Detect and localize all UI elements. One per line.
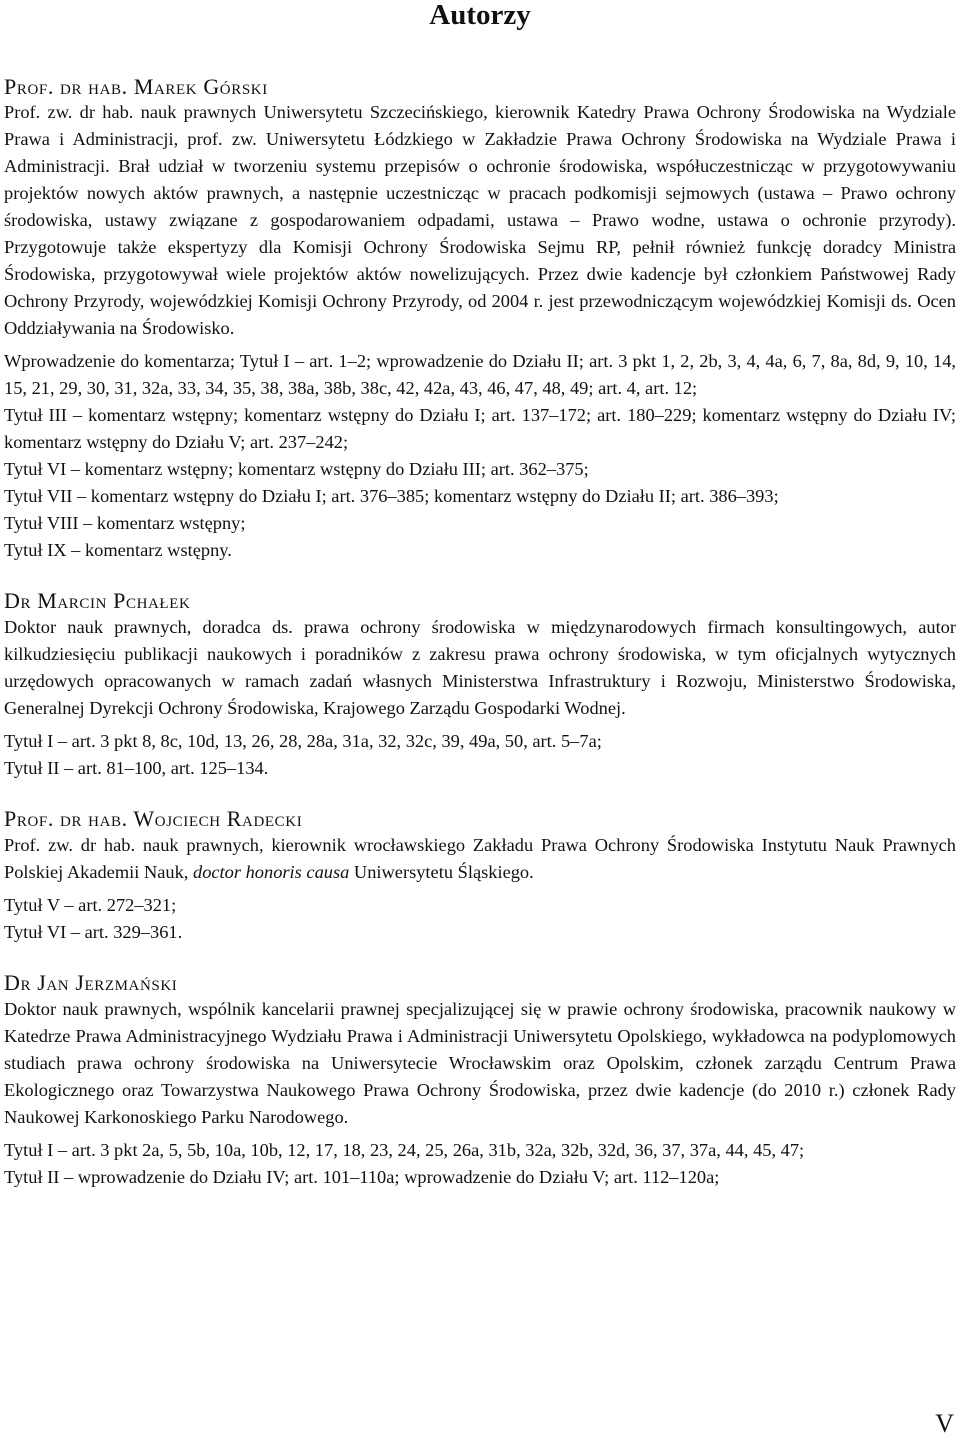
author-contribution: Tytuł I – art. 3 pkt 8, 8c, 10d, 13, 26, 28, 28a, 31a, 32, 32c, 39, 49a, 50, art. 5–7a; [4,731,602,751]
author-bio [4,832,956,886]
author-bio: Prof. zw. dr hab. nauk prawnych Uniwersytetu Szczecińskiego, kierownik Katedry Prawa Ochrony Środowiska na Wydziale Prawa i Administracji, prof. zw. Uniwersytetu Łódzkiego w Zakładzie Prawa Ochrony Środowiska na Wydziale Prawa i Administracji. Brał udział w tworzeniu systemu przepisów o ochronie środowiska, współuczestnicząc w przygotowywaniu projektów nowych aktów prawnych, a następnie uczestnicząc w pracach podkomisji sejmowych (ustawa – Prawo ochrony środowiska, ustawy związane z gospodarowaniem odpadami, ustawa – Prawo wodne, ustawa o ochronie przyrody). Przygotowuje także ekspertyzy dla Komisji Ochrony Środowiska Sejmu RP, pełnił również funkcję doradcy Ministra Środowiska, przygotowywał wiele projektów aktów nowelizujących. Przez dwie kadencje był członkiem Państwowej Rady Ochrony Przyrody, wojewódzkiej Komisji Ochrony Przyrody, od 2004 r. jest przewodniczącym wojewódzkiej Komisji ds. Ocen Oddziaływania na Środowisko. [4,102,956,338]
author-contribution: Tytuł II – art. 81–100, art. 125–134. [4,758,269,778]
author-bio: Doktor nauk prawnych, doradca ds. prawa ochrony środowiska w międzynarodowych firmach konsultingowych, autor kilkudziesięciu publikacji naukowych i poradników z zakresu prawa ochrony środowiska, w tym oficjalnych wytycznych urzędowych opracowanych w ramach zadań własnych Ministerstwa Infrastruktury i Rozwoju, Ministerstwo Środowiska, Generalnej Dyrekcji Ochrony Środowiska, Krajowego Zarządu Gospodarki Wodnej. [4,617,956,718]
author-contribution: Tytuł V – art. 272–321; [4,895,177,915]
author-contribution: Tytuł II – wprowadzenie do Działu IV; art. 101–110a; wprowadzenie do Działu V; art. 112–120a; [4,1167,720,1187]
author-entry-jerzmanski [4,970,956,1191]
author-name: Dr Marcin Pchałek [4,588,191,613]
author-entry-gorski [4,74,956,564]
author-contribution: Tytuł I – art. 3 pkt 2a, 5, 5b, 10a, 10b, 12, 17, 18, 23, 24, 25, 26a, 31b, 32a, 32b, 32d, 36, 37, 37a, 44, 45, 47; [4,1140,805,1160]
page-number: V [935,1409,954,1438]
author-name: Prof. dr hab. Wojciech Radecki [4,806,303,831]
author-contribution: Tytuł VII – komentarz wstępny do Działu I; art. 376–385; komentarz wstępny do Działu II; art. 386–393; [4,486,779,506]
author-bio-text: Uniwersytetu Śląskiego. [349,862,534,882]
author-entry-radecki [4,806,956,946]
author-contribution: Tytuł III – komentarz wstępny; komentarz wstępny do Działu I; art. 137–172; art. 180–229; komentarz wstępny do Działu IV; komentarz wstępny do Działu V; art. 237–242; [4,405,956,452]
author-entry-pchalek [4,588,956,782]
page-title: Autorzy [429,0,531,31]
author-contribution: Tytuł VI – komentarz wstępny; komentarz wstępny do Działu III; art. 362–375; [4,459,589,479]
author-bio: Doktor nauk prawnych, wspólnik kancelarii prawnej specjalizującej się w prawie ochrony środowiska, pracownik naukowy w Katedrze Prawa Administracyjnego Wydziału Prawa i Administracji Uniwersytetu Opolskiego, wykładowca na podyplomowych studiach prawa ochrony środowiska na Uniwersytecie Wrocławskim oraz Opolskim, członek zarządu Centrum Prawa Ekologicznego oraz Towarzystwa Naukowego Prawa Ochrony Środowiska, przez dwie kadencje (do 2010 r.) członek Rady Naukowej Karkonoskiego Parku Narodowego. [4,999,956,1127]
author-bio-italic: doctor honoris causa [193,862,350,882]
document-page [4,0,956,1191]
author-contribution: Wprowadzenie do komentarza; Tytuł I – art. 1–2; wprowadzenie do Działu II; art. 3 pkt 1, 2, 2b, 3, 4, 4a, 6, 7, 8a, 8d, 9, 10, 14, 15, 21, 29, 30, 31, 32a, 33, 34, 35, 38, 38a, 38b, 38c, 42, 42a, 43, 46, 47, 48, 49; art. 4, art. 12; [4,351,956,398]
author-contribution: Tytuł VI – art. 329–361. [4,922,183,942]
author-name: Dr Jan Jerzmański [4,970,178,995]
author-name: Prof. dr hab. Marek Górski [4,74,268,99]
author-bio-text: Prof. zw. dr hab. nauk prawnych, kierownik wrocławskiego Zakładu Prawa Ochrony Środowiska Instytutu Nauk Prawnych Polskiej Akademii Nauk, [4,835,956,882]
author-contribution: Tytuł VIII – komentarz wstępny; [4,513,246,533]
author-contribution: Tytuł IX – komentarz wstępny. [4,540,232,560]
